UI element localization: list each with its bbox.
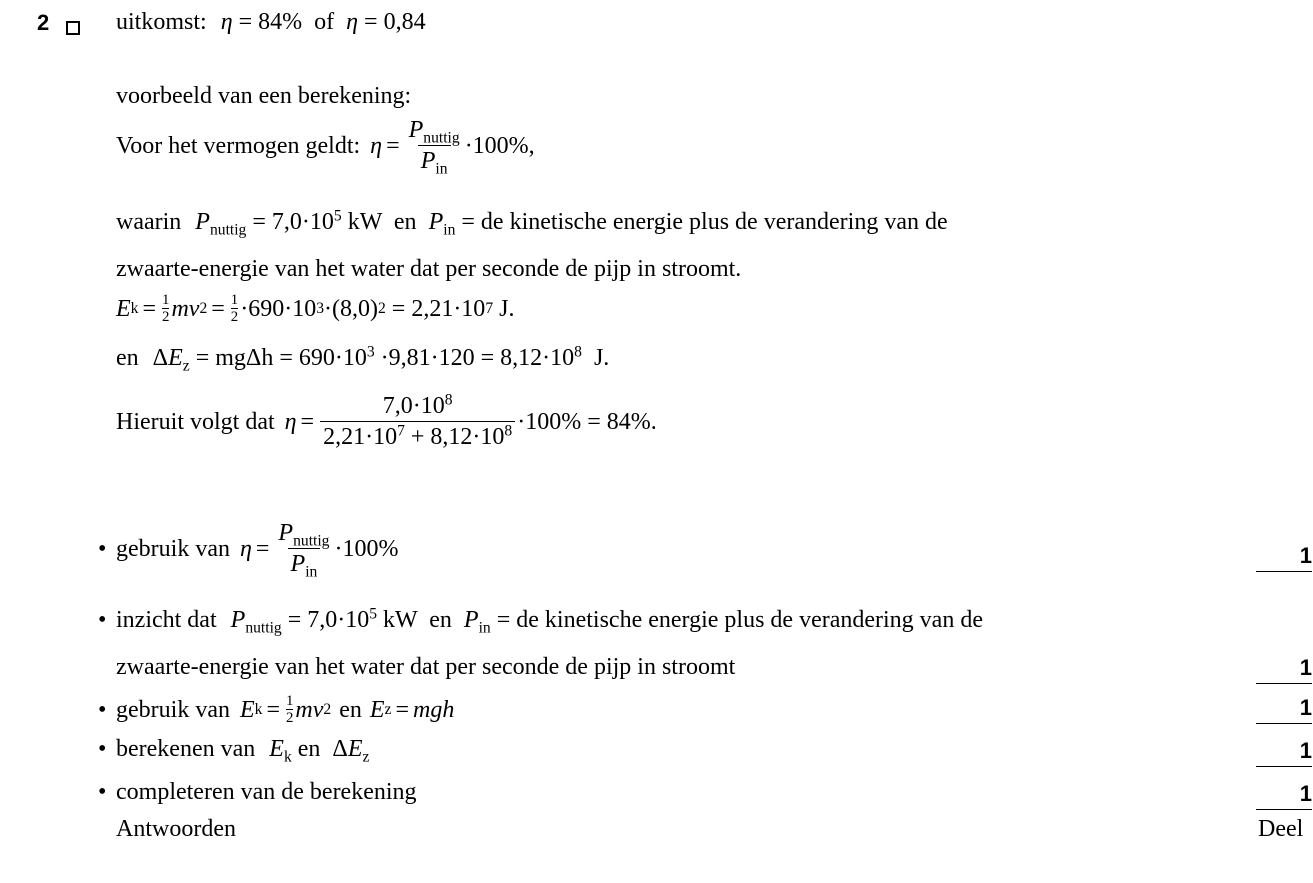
question-number: 2 [37,10,50,35]
half-fraction: $\frac{1}{2}$ [230,292,239,325]
eta-symbol: η [284,408,297,435]
times-100: ·100%, [464,132,535,159]
p-nuttig-sub: nuttig [293,532,330,550]
p-nuttig-unit: kW [383,607,418,633]
footer-right: Deel [1258,816,1304,842]
criterion-2-text-2: de kinetische energie plus de verandering van de [516,607,983,633]
criterion-2-points: 1 [1256,657,1312,684]
result-num-exp: 8 [444,391,453,409]
criterion-1-points: 1 [1256,545,1312,572]
outcome-value-2: 0,84 [383,9,426,35]
p-in-description: = de kinetische energie plus de verandering van de [461,209,948,235]
efficiency-fraction: $\frac{P_{nuttig}}{P_{in}}$ [278,520,330,581]
en-label: en [429,607,452,633]
result-den-exp-2: 8 [504,422,513,440]
p-nuttig-value: = 7,0·10 [287,607,370,633]
p-nuttig-sub: nuttig [423,129,460,147]
criterion-5-points: 1 [1256,783,1312,810]
criterion-1: • gebruik van η = $\frac{P_{nuttig}}{P_{in}}$ ·100% [98,520,399,581]
criterion-4-en: en [297,736,321,762]
result-line: Hieruit volgt dat η = $\frac{7,0\cdot 10^8}{2,21\cdot 10^7 + 8,12\cdot 10^8}$ ·100% = 84%. [116,391,657,450]
power-lead: Voor het vermogen geldt: [116,132,361,159]
criterion-4-points: 1 [1256,740,1312,767]
ez-formula-b: ·9,81·120 = 8,12·10 [380,345,575,371]
p-nuttig-exp: 5 [369,605,378,623]
footer-left: Antwoorden [116,816,236,842]
equals: = [211,295,225,322]
criterion-5-text: completeren van de berekening [116,779,417,805]
result-den-exp-1: 7 [397,422,405,440]
result-den-a: 2,21·10 [323,424,398,450]
result-fraction [320,391,515,450]
half-fraction: $\frac{1}{2}$ [162,292,170,325]
p-in-description-2: zwaarte-energie van het water dat per seconde de pijp in stroomt. [116,256,742,282]
mv: mv [171,295,200,322]
p-nuttig-value: = 7,0·10 [252,209,334,235]
outcome-label: uitkomst: [116,9,207,35]
outcome-or: of [314,9,335,35]
power-formula-line: Voor het vermogen geldt: η = $\frac{P_{nuttig}}{P_{in}}$ ·100%, [116,117,535,178]
ez-formula-a: = mgΔh = 690·10 [195,345,367,371]
ez-exp-1: 3 [366,343,375,361]
criterion-2: • inzicht dat $P_{nuttig} = 7,0\cdot 10^5$ kW en $P_{in}$ = de kinetische energie plus de verandering van de [98,605,983,637]
example-intro: voorbeeld van een berekening: [116,83,412,109]
waarin-line: waarin $P_{nuttig} = 7,0\cdot 10^5$ kW en $P_{in}$ = de kinetische energie plus de verandering van de [116,207,948,239]
criterion-2-text: inzicht dat [116,607,217,633]
ek-mass: ·690·10 [240,295,317,322]
outcome-line: uitkomst: η = 84% of η = 0,84 [116,9,426,35]
eta-symbol: η [220,9,233,35]
waarin-label: waarin [116,209,182,235]
ek-result: = 2,21·10 [391,295,486,322]
p-nuttig-sub: nuttig [209,221,247,239]
eta-symbol: η [370,132,383,159]
criterion-3-text: gebruik van [116,696,230,723]
criterion-3-en: en [339,696,362,723]
ek-sub: k [283,748,292,766]
efficiency-fraction: $\frac{P_{nuttig}}{P_{in}}$ [408,117,460,178]
criterion-2-text-3: zwaarte-energie van het water dat per seconde de pijp in stroomt [116,654,736,680]
p-in-sub: in [305,563,318,581]
p-nuttig-unit: kW [347,209,382,235]
criterion-3-points: 1 [1256,697,1312,724]
ek-velocity: ·(8,0) [324,295,378,322]
ez-lead: en [116,345,139,371]
result-lead: Hieruit volgt dat [116,408,275,435]
p-in-sub: in [478,619,491,637]
eta-symbol: η [346,9,359,35]
criterion-5: • completeren van de berekening [98,779,417,805]
ez-unit: J. [593,345,610,371]
p-in-sub: in [443,221,456,239]
p-in-sub: in [435,160,448,178]
checkbox-icon[interactable] [66,16,80,40]
result-den-b: + 8,12·10 [410,424,505,450]
ez-sub: z [362,748,370,766]
equals: = [142,295,157,322]
p-nuttig-exp: 5 [333,207,342,225]
result-numerator: 7,0·10 [382,393,445,419]
criterion-3: • gebruik van E k = $\frac{1}{2}$ mv 2 en E z = mgh [98,693,455,726]
criterion-4: • berekenen van $E_k$ en $\Delta E_z$ [98,736,370,766]
ek-formula-line: E k = $\frac{1}{2}$ mv 2 = $\frac{1}{2}$ ·690·10 3 ·(8,0) 2 = 2,21·10 7 J. [116,292,515,325]
result-tail: ·100% = 84%. [517,408,657,435]
half-fraction: $\frac{1}{2}$ [285,693,294,726]
en-label: en [393,209,417,235]
criterion-1-text: gebruik van [116,535,230,562]
outcome-value-1: 84% [258,9,303,35]
p-nuttig-sub: nuttig [245,619,282,637]
criterion-4-text: berekenen van [116,736,256,762]
ez-exp-2: 8 [574,343,582,361]
eta-symbol: η [239,535,252,562]
ez-formula-line: en $\Delta E_z = mg\Delta h = 690\cdot 10^3 \cdot 9,81\cdot 120 = 8,12\cdot 10^8$ J. [116,343,610,375]
ez-sub: z [182,357,190,375]
ek-unit: J. [499,295,515,322]
